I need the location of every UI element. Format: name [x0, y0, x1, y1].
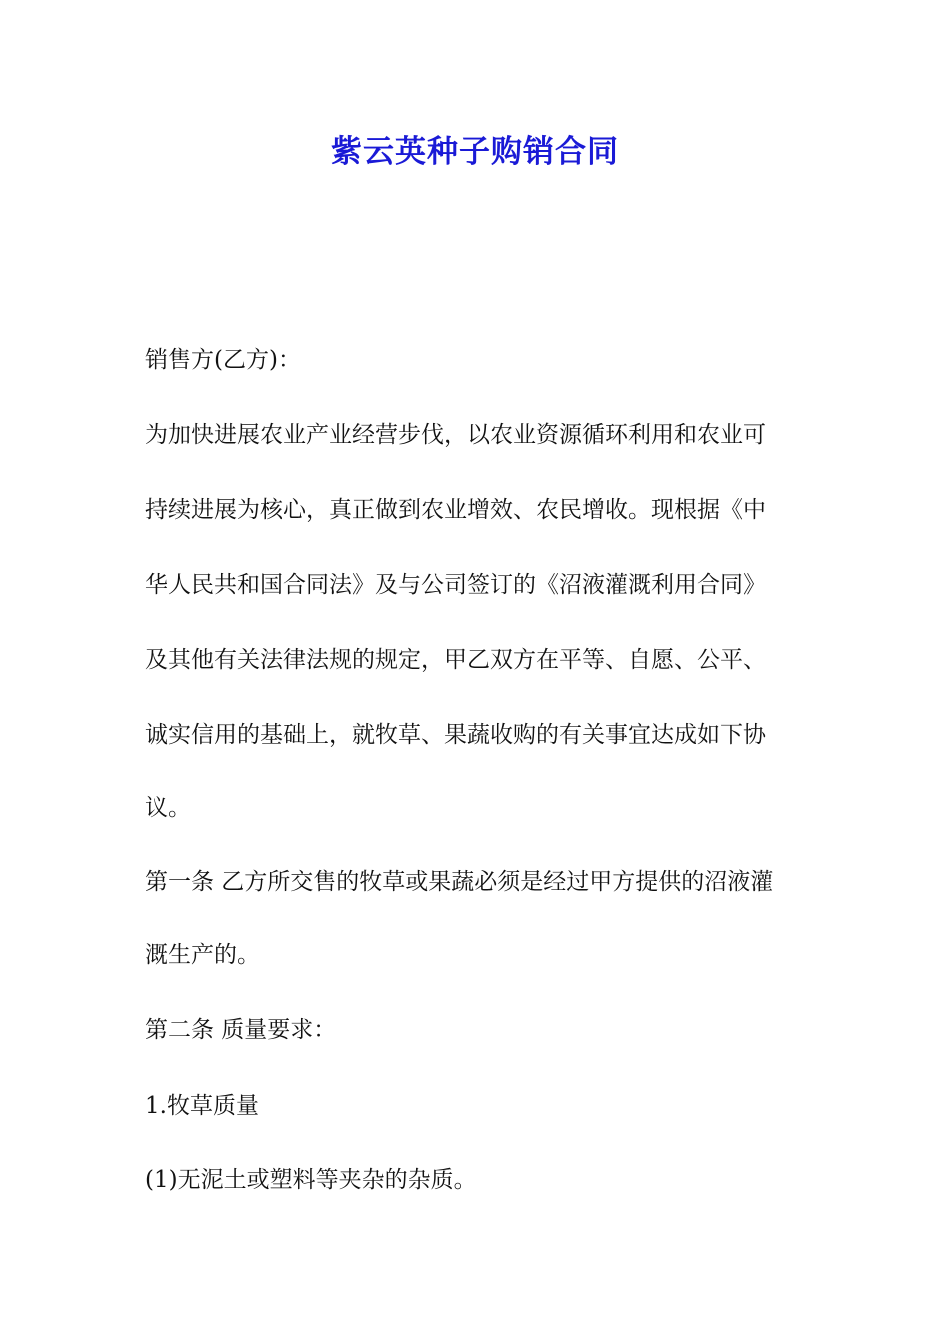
list-item: (1)无泥土或塑料等夹杂的杂质。	[145, 1167, 477, 1193]
paragraph-line: 议。	[145, 795, 191, 821]
document-title: 紫云英种子购销合同	[331, 134, 619, 170]
subsection-heading: 1.牧草质量	[145, 1093, 259, 1119]
article-two-heading: 第二条 质量要求：	[145, 1017, 337, 1043]
paragraph-line: 华人民共和国合同法》及与公司签订的《沼液灌溉利用合同》	[145, 572, 766, 598]
article-one-line: 溉生产的。	[145, 942, 260, 968]
article-one-line: 第一条 乙方所交售的牧草或果蔬必须是经过甲方提供的沼液灌	[145, 869, 774, 895]
paragraph-line: 及其他有关法律法规的规定，甲乙双方在平等、自愿、公平、	[145, 647, 766, 673]
paragraph-line: 诚实信用的基础上，就牧草、果蔬收购的有关事宜达成如下协	[145, 722, 766, 748]
seller-party-line: 销售方(乙方)：	[145, 347, 301, 373]
paragraph-line: 持续进展为核心，真正做到农业增效、农民增收。现根据《中	[145, 497, 766, 523]
paragraph-line: 为加快进展农业产业经营步伐，以农业资源循环利用和农业可	[145, 422, 766, 448]
